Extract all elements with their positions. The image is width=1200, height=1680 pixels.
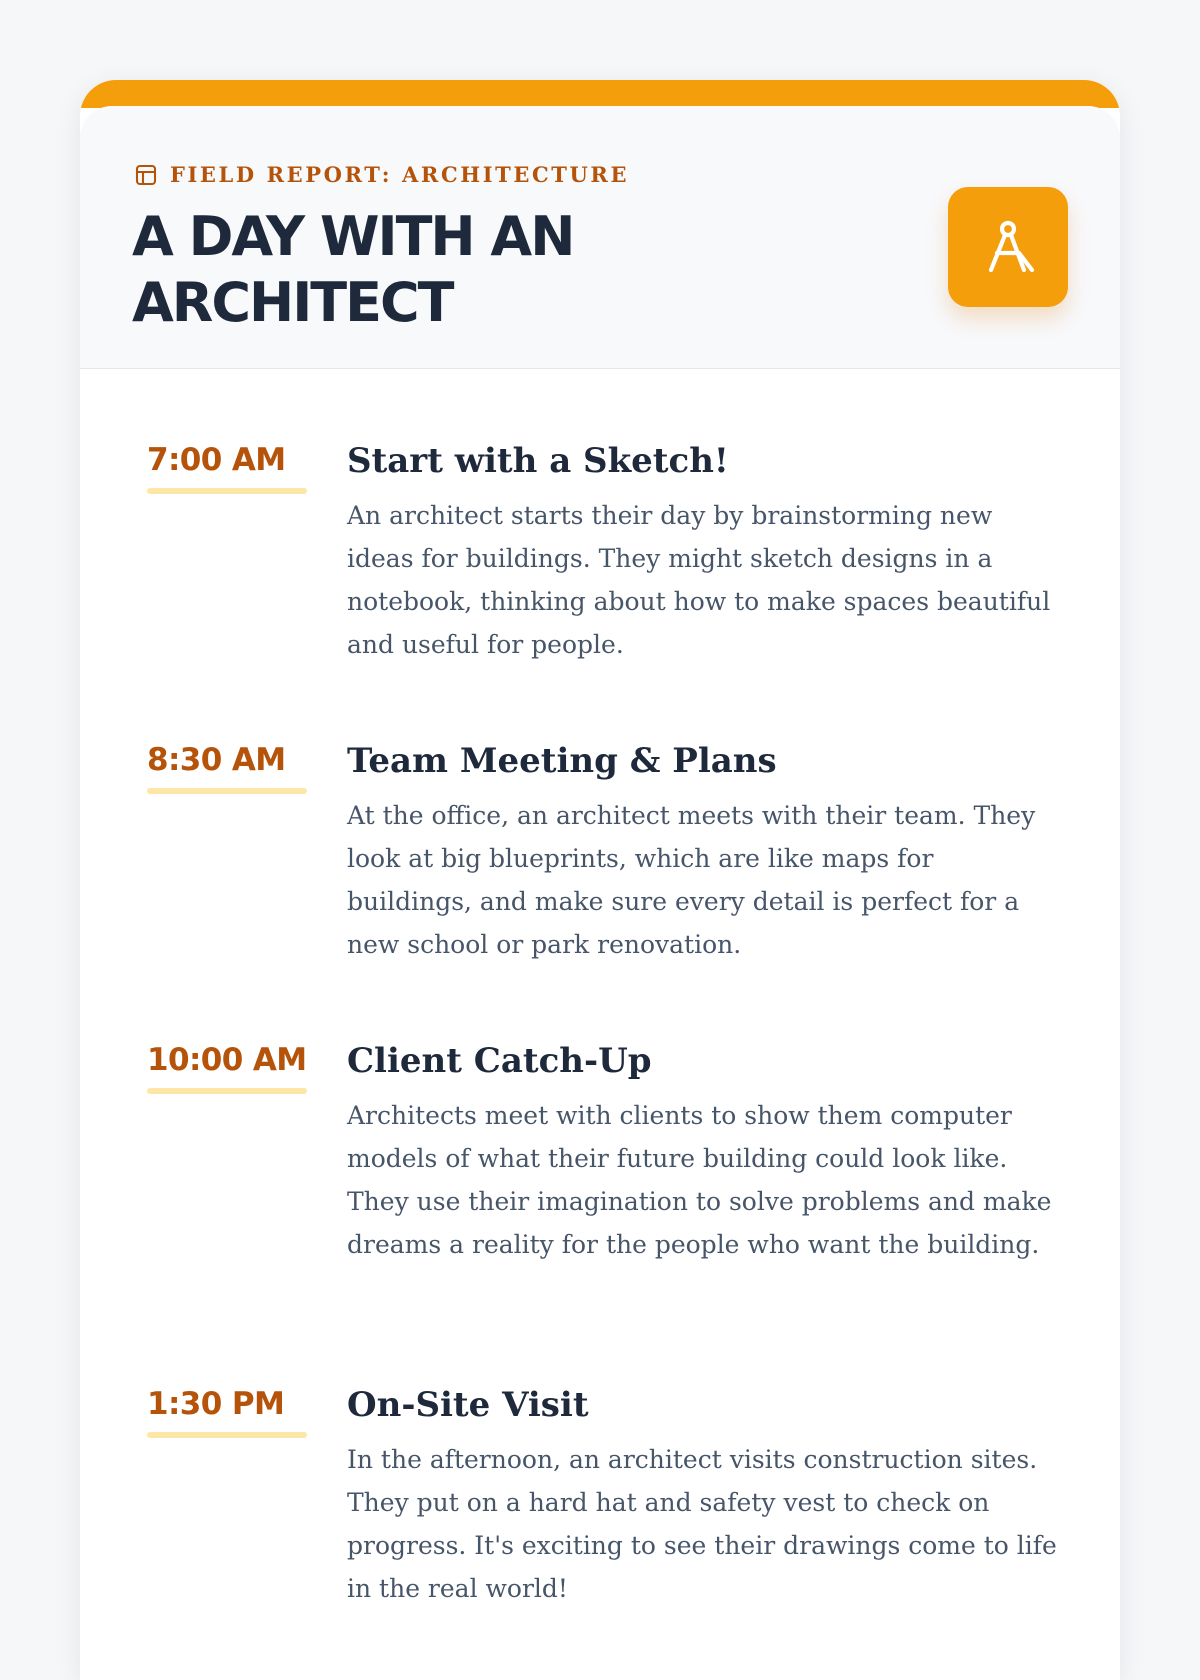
time-block [147, 1384, 307, 1438]
entry-time: 10:00 AM [147, 1042, 307, 1078]
page-title: A DAY WITH AN ARCHITECT [132, 205, 574, 334]
time-underline [147, 1088, 307, 1094]
entry-time: 7:00 AM [147, 442, 286, 478]
entry-description: Architects meet with clients to show them computer models of what their future building could look like. They use their imagination to solve problems and make dreams a reality for the people who want the building. [347, 1101, 1052, 1259]
layout-icon [134, 163, 158, 187]
time-block [147, 740, 307, 794]
report-category-label: FIELD REPORT: ARCHITECTURE [170, 162, 630, 187]
entry-content [347, 1040, 1057, 1266]
architecture-badge [948, 187, 1068, 307]
time-underline [147, 1432, 307, 1438]
entry-description: In the afternoon, an architect visits construction sites. They put on a hard hat and safety vest to check on progress. It's exciting to see their drawings come to life in the real world! [347, 1445, 1057, 1603]
time-underline [147, 788, 307, 794]
field-report-card [80, 80, 1120, 1680]
entry-content [347, 1384, 1057, 1610]
report-header [80, 106, 1120, 369]
entry-title: Client Catch-Up [347, 1041, 652, 1081]
daily-timeline [80, 368, 1120, 1668]
accent-top-bar [80, 80, 1120, 108]
entry-time: 1:30 PM [147, 1386, 285, 1422]
time-block [147, 440, 307, 494]
entry-title: Start with a Sketch! [347, 441, 729, 481]
compass-icon [977, 216, 1039, 278]
report-category [134, 162, 629, 187]
entry-description: At the office, an architect meets with their team. They look at big blueprints, which are like maps for buildings, and make sure every detail is perfect for a new school or park renovation. [347, 801, 1036, 959]
entry-time: 8:30 AM [147, 742, 286, 778]
entry-title: On-Site Visit [347, 1385, 589, 1425]
time-block [147, 1040, 307, 1094]
entry-content [347, 440, 1057, 666]
entry-content [347, 740, 1057, 966]
time-underline [147, 488, 307, 494]
entry-description: An architect starts their day by brainstorming new ideas for buildings. They might sketch designs in a notebook, thinking about how to make spaces beautiful and useful for people. [347, 501, 1051, 659]
entry-title: Team Meeting & Plans [347, 741, 777, 781]
